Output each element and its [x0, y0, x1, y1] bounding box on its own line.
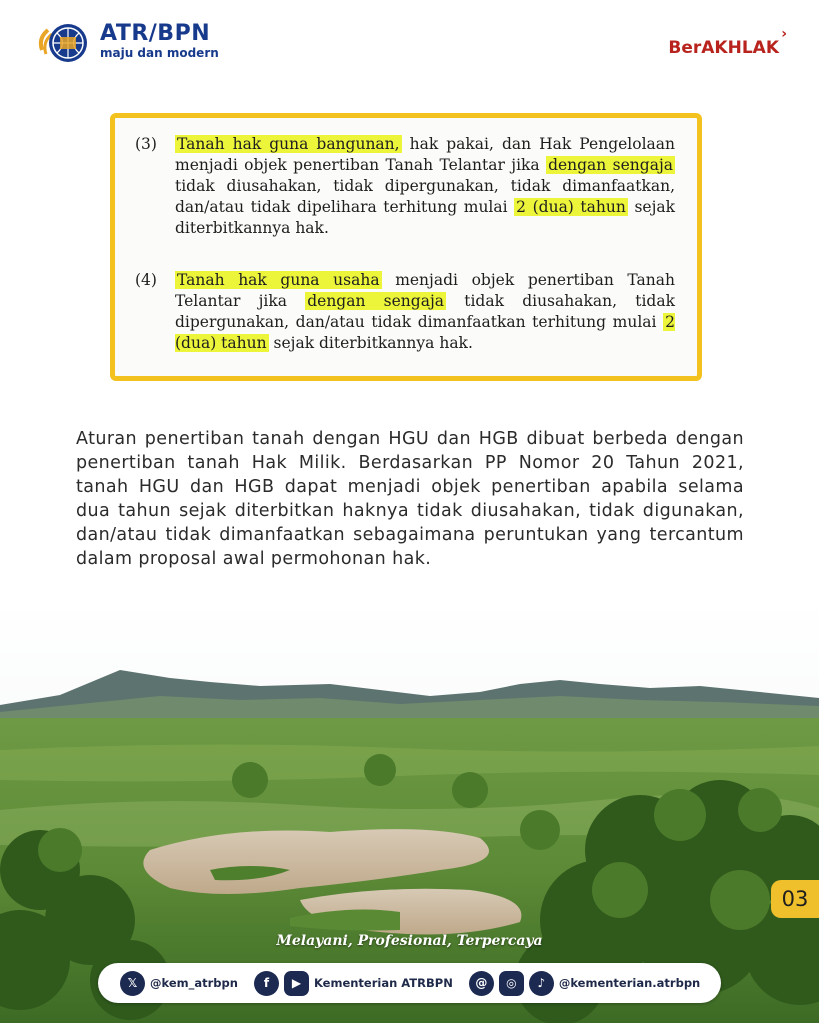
brand-title: ATR/BPN — [100, 21, 211, 46]
facebook-icon[interactable]: f — [254, 971, 279, 996]
chevron-right-icon: › — [781, 26, 787, 42]
tiktok-icon[interactable]: ♪ — [529, 971, 554, 996]
landscape-photo — [0, 600, 819, 1023]
threads-icon[interactable]: @ — [469, 971, 494, 996]
highlight: 2 (dua) tahun — [175, 313, 675, 352]
regulation-excerpt — [110, 113, 702, 381]
instagram-handle[interactable]: @kementerian.atrbpn — [558, 976, 701, 990]
highlight: dengan sengaja — [548, 156, 673, 174]
brand-block — [100, 22, 219, 60]
clause-3 — [135, 134, 675, 239]
brand-subtitle: maju dan modern — [100, 46, 219, 60]
clause-4 — [135, 270, 675, 354]
clause-body — [175, 134, 675, 239]
instagram-icon[interactable]: ◎ — [499, 971, 524, 996]
highlight: Tanah hak guna bangunan, — [177, 135, 400, 153]
youtube-icon[interactable]: ▶ — [284, 971, 309, 996]
clause-text: tidak diusahakan, tidak dipergunakan, tidak dimanfaatkan, dan/atau tidak dipelihara terhitung mulai — [175, 177, 675, 216]
clause-text: tidak diusahakan, tidak dipergunakan, dan/atau tidak dimanfaatkan terhitung mulai — [175, 292, 675, 331]
highlight: Tanah hak guna usaha — [177, 271, 380, 289]
berakhlak-text: BerAKHLAK — [668, 38, 779, 58]
clause-text: hak pakai, dan Hak Pengelolaan menjadi objek penertiban Tanah Telantar jika — [175, 135, 675, 174]
highlight: dengan sengaja — [307, 292, 444, 310]
clause-body — [175, 270, 675, 354]
x-handle[interactable]: @kem_atrbpn — [150, 976, 238, 990]
clause-text: sejak diterbitkannya hak. — [175, 198, 676, 237]
highlight: 2 (dua) tahun — [516, 198, 626, 216]
social-media-bar — [98, 963, 721, 1003]
clause-text: sejak diterbitkannya hak. — [268, 334, 473, 352]
tagline: Melayani, Profesional, Terpercaya — [276, 933, 543, 949]
clause-number: (4) — [135, 271, 157, 289]
x-icon[interactable]: 𝕏 — [120, 971, 145, 996]
clause-number: (3) — [135, 135, 157, 153]
body-paragraph: Aturan penertiban tanah dengan HGU dan HGB dibuat berbeda dengan penertiban tanah Hak Milik. Berdasarkan PP Nomor 20 Tahun 2021, tanah HGU dan HGB dapat menjadi objek penertiban apabila selama dua tahun sejak diterbitkan haknya tidak diusahakan, tidak digunakan, dan/atau tidak dimanfaatkan sebagaimana peruntukan yang tercantum dalam proposal awal permohonan hak. — [76, 429, 744, 569]
kementerian-name[interactable]: Kementerian ATRBPN — [313, 976, 453, 990]
berakhlak-logo — [668, 26, 787, 58]
page-number: 03 — [771, 880, 819, 918]
clause-text: menjadi objek penertiban Tanah Telantar jika — [175, 271, 676, 310]
atr-bpn-logo — [38, 20, 94, 66]
